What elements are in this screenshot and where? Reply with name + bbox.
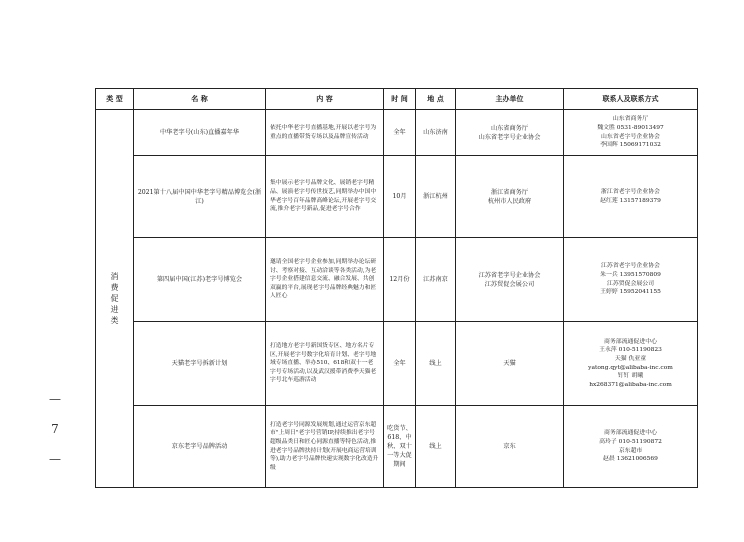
event-contact: 商务部流通促进中心 高玲子 010-51190872 京东超市 赵晨 13621006569 [564,406,698,488]
event-place: 山东济南 [416,110,456,156]
event-name: 天猫老字号拆新计划 [134,322,266,406]
event-contact: 商务部流通促进中心 王永萍 010-51190823 天猫 仇亚童 yatong.qyt@alibaba-inc.com 钉钉 胡曦 hx268371@alibaba-inc.com [564,322,698,406]
header-category: 类 型 [96,89,134,110]
event-time: 10月 [384,156,416,238]
event-time: 全年 [384,110,416,156]
header-place: 地 点 [416,89,456,110]
event-name: 京东老字号品牌活动 [134,406,266,488]
event-time: 吃货节、618、中秋、双十一等大促期间 [384,406,416,488]
table-row [96,238,698,322]
event-name: 第四届中国(江苏)老字号博览会 [134,238,266,322]
event-content: 打造地方老字号新国货专区、地方名片专区,开展老字号数字化培育计划、老字号地域专场直播、举办510、618和双十一老字号专场活动,以及武汉援带消费季天猫老字号北车巡游活动 [266,322,384,406]
event-time: 12月份 [384,238,416,322]
table-header-row [96,89,698,110]
category-cell [96,110,134,488]
event-time: 全年 [384,322,416,406]
event-name: 2021第十八届中国中华老字号精品博览会(浙江) [134,156,266,238]
header-contact: 联系人及联系方式 [564,89,698,110]
event-organizer: 山东省商务厅 山东省老字号企业协会 [456,110,564,156]
table-row [96,156,698,238]
event-contact: 江苏省老字号企业协会 朱一兵 13951570809 江苏贸促会展公司 王婷婷 15952041155 [564,238,698,322]
table-row [96,322,698,406]
header-time: 时 间 [384,89,416,110]
event-organizer: 天猫 [456,322,564,406]
event-organizer: 京东 [456,406,564,488]
event-place: 浙江杭州 [416,156,456,238]
header-content: 内 容 [266,89,384,110]
header-organizer: 主办单位 [456,89,564,110]
event-content: 集中展示老字号品牌文化、展销老字号精品、展演老字号传世技艺,同期举办中国中华老字号百年品牌高峰论坛,开展老字号交流,推介老字号新品,促进老字号合作 [266,156,384,238]
event-content: 依托中华老字号直播基地,开展以老字号为重点的直播带货专场以及品牌宣传活动 [266,110,384,156]
event-content: 打造老字号同源发展规划,通过运营京东超市"上周日"老字号营销IP,持续推出老字号超级品类日和匠心同源直播等特色活动,推进老字号品牌扶持计划(开展电商运营培训等),助力老字号品牌快速实现数字化改造升级 [266,406,384,488]
category-label: 消费促进类 [110,272,119,325]
events-table [95,88,698,488]
header-name: 名 称 [134,89,266,110]
table-row [96,406,698,488]
page-number: — 7 — [48,392,62,467]
event-place: 江苏南京 [416,238,456,322]
event-place: 线上 [416,406,456,488]
event-name: 中华老字号(山东)直播嘉年华 [134,110,266,156]
event-contact: 山东省商务厅 魏文胜 0531-89013497 山东省老字号企业协会 李国辉 15069171032 [564,110,698,156]
event-organizer: 浙江省商务厅 杭州市人民政府 [456,156,564,238]
event-place: 线上 [416,322,456,406]
event-content: 邀请全国老字号企业参加,同期举办论坛研讨、考察对接、互动洽谈等各类活动,为老字号企业搭建信息交流、融合发展、共创双赢的平台,展现老字号品牌经典魅力和匠人匠心 [266,238,384,322]
table-row [96,110,698,156]
event-contact: 浙江省老字号企业协会 赵红莲 13157189379 [564,156,698,238]
event-organizer: 江苏省老字号企业协会 江苏贸促会展公司 [456,238,564,322]
